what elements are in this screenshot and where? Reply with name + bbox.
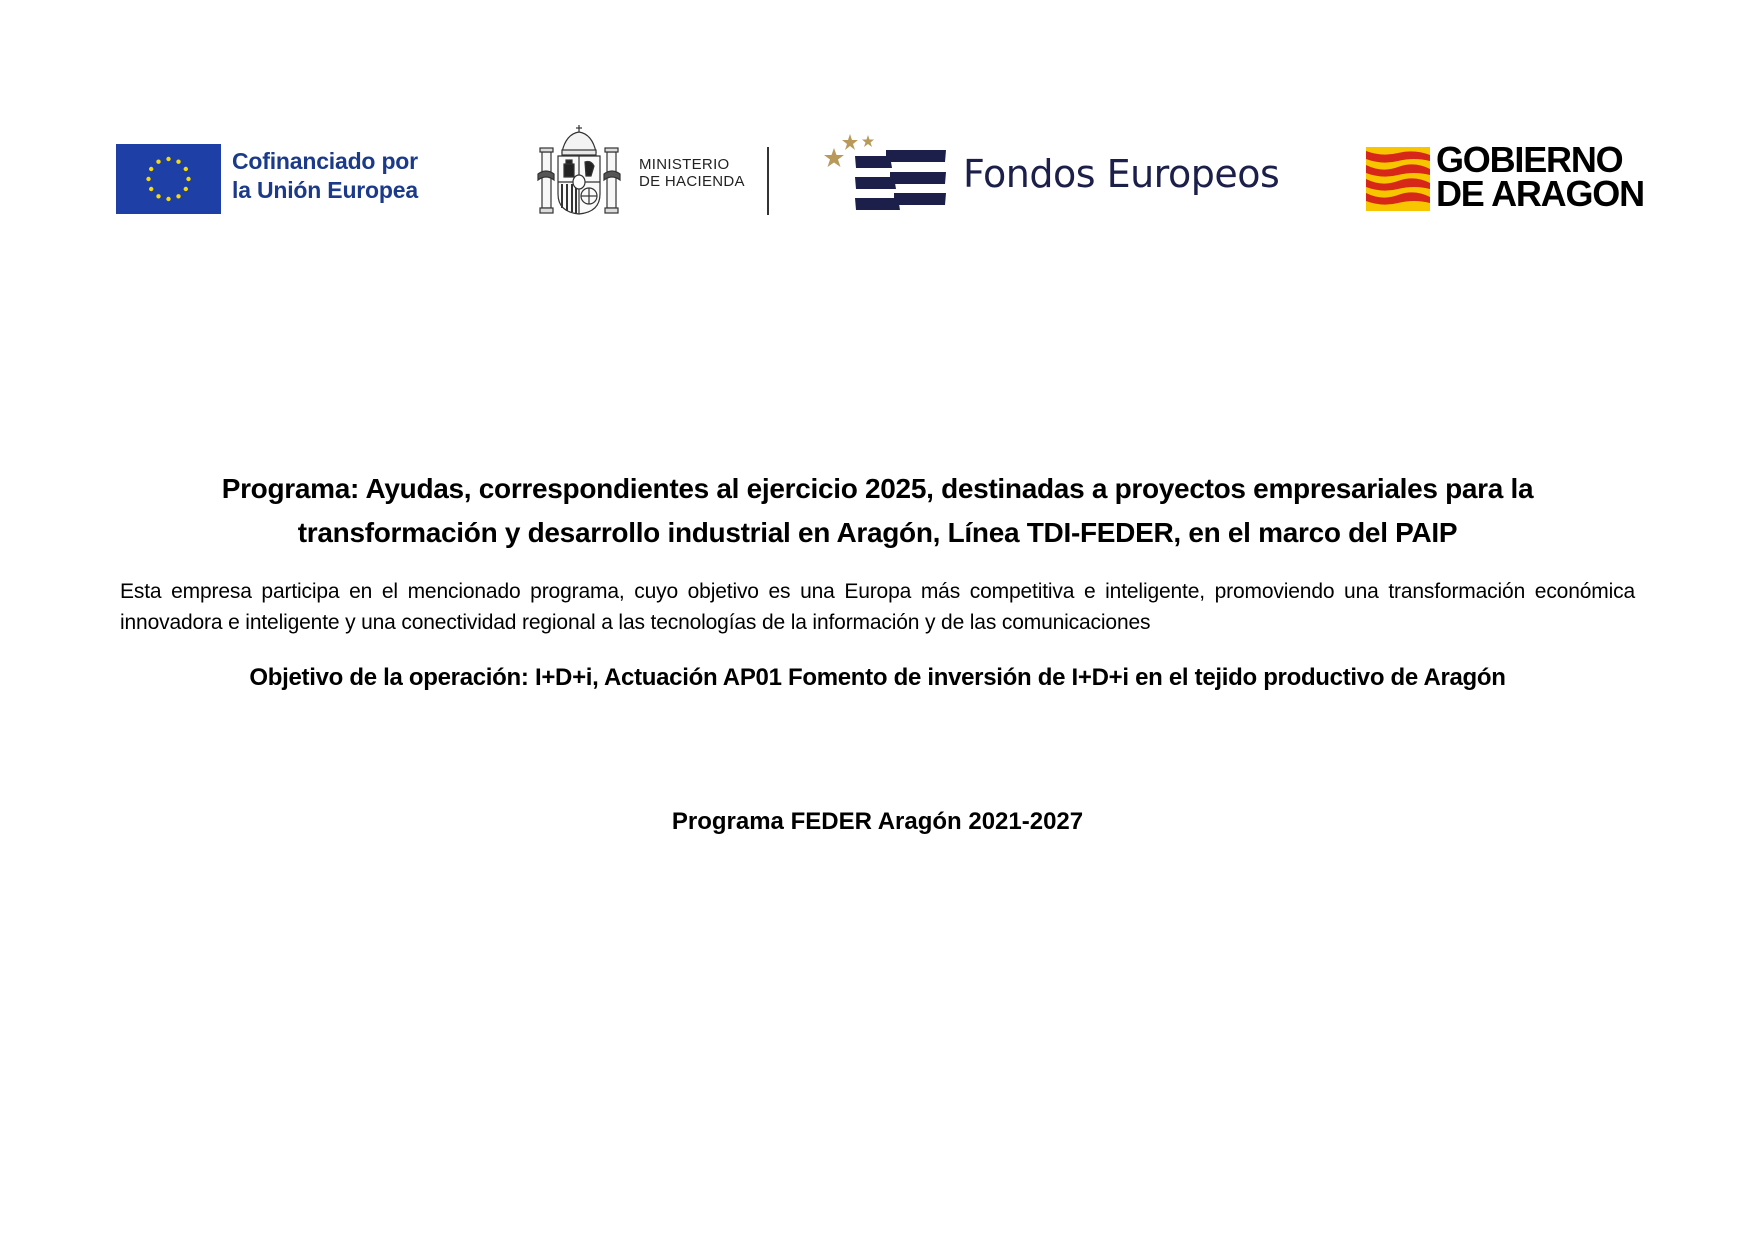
program-title-line2: transformación y desarrollo industrial en Aragón, Línea TDI-FEDER, en el marco del PAIP (297, 517, 1458, 548)
ministerio-hacienda-label (639, 156, 745, 190)
eu-flag-icon (116, 144, 221, 214)
aragon-line2: DE ARAGON (1436, 173, 1644, 214)
aragon-flag-icon (1366, 147, 1430, 211)
fondos-europeos-logo-icon (824, 132, 946, 218)
program-title-line1: Programa: Ayudas, correspondientes al ejercicio 2025, destinadas a proyectos empresariales para la (221, 473, 1534, 504)
eu-label-line1: Cofinanciado por (232, 148, 418, 174)
logo-divider (767, 147, 769, 215)
program-description: Esta empresa participa en el mencionado programa, cuyo objetivo es una Europa más competitiva e inteligente, promoviendo una transformación económica innovadora e inteligente y una conectividad regional a las tecnologías de la información y de las comunicaciones (120, 580, 1635, 634)
eu-label-line2: la Unión Europea (232, 177, 418, 203)
ministerio-line1: MINISTERIO (639, 156, 730, 173)
ministerio-line2: DE HACIENDA (639, 173, 745, 190)
operation-objective: Objetivo de la operación: I+D+i, Actuación AP01 Fomento de inversión de I+D+i en el tejido productivo de Aragón (249, 664, 1506, 691)
eu-cofinanced-label (232, 147, 418, 205)
program-title (0, 467, 1755, 555)
feder-program-label: Programa FEDER Aragón 2021-2027 (671, 808, 1084, 835)
aragon-line1: GOBIERNO (1436, 139, 1623, 180)
fondos-europeos-label: Fondos Europeos (963, 152, 1280, 196)
spain-coat-of-arms-icon (536, 122, 622, 218)
gobierno-aragon-label (1436, 139, 1644, 214)
